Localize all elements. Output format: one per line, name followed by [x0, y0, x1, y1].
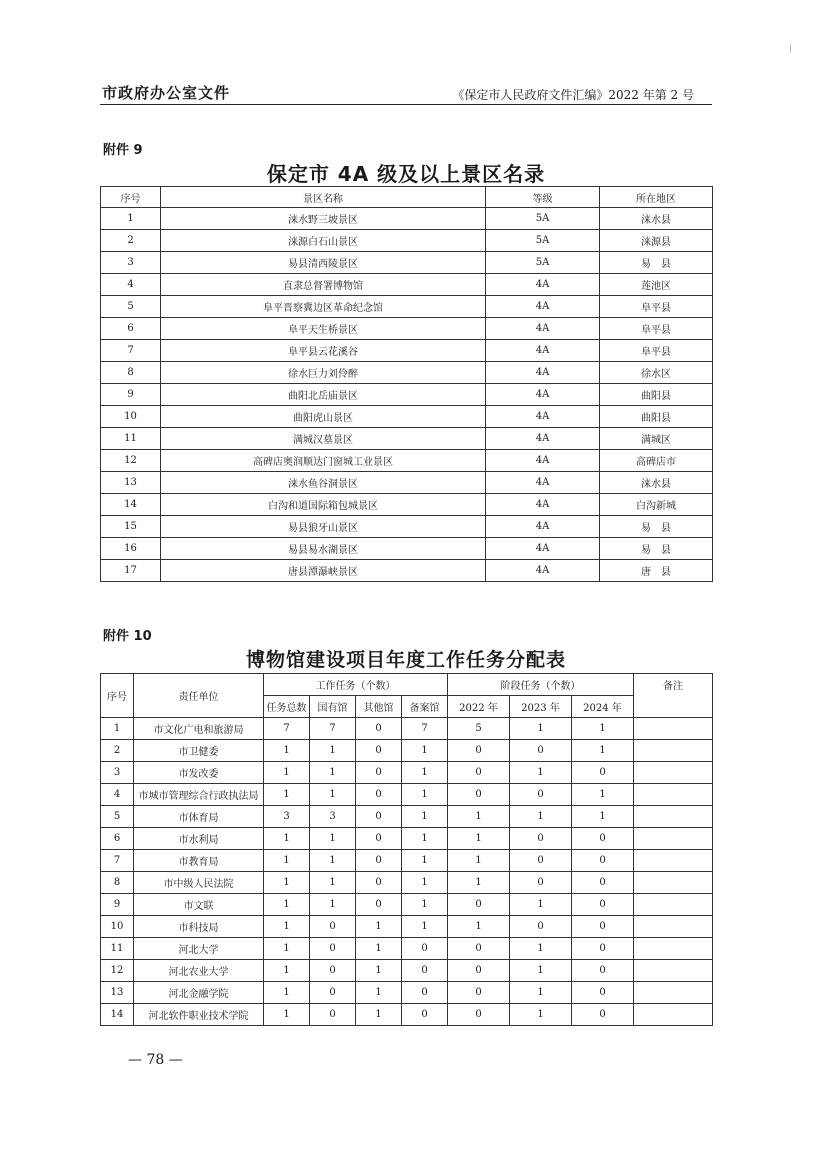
table-cell: 满城汉墓景区: [161, 428, 486, 450]
table-cell: 1: [264, 916, 310, 938]
table-cell: 曲阳北岳庙景区: [161, 384, 486, 406]
table-cell: 易 县: [600, 252, 713, 274]
table-row: [101, 894, 713, 916]
table-cell: 4A: [486, 406, 600, 428]
table-cell: 阜平县云花溪谷: [161, 340, 486, 362]
table-row: [101, 806, 713, 828]
table-cell: 10: [101, 406, 161, 428]
table-cell: 9: [101, 384, 161, 406]
table-cell: 7: [101, 340, 161, 362]
table-cell: 1: [510, 894, 572, 916]
table-cell: 市中级人民法院: [134, 872, 264, 894]
table-cell: 11: [101, 938, 134, 960]
table-cell: 4A: [486, 296, 600, 318]
header-cell: 2024 年: [572, 696, 634, 718]
table-cell: 1: [356, 982, 402, 1004]
table-row: [101, 560, 713, 582]
table-cell: 0: [448, 982, 510, 1004]
table-cell: 0: [572, 762, 634, 784]
table-cell: 7: [402, 718, 448, 740]
table-cell: 莲池区: [600, 274, 713, 296]
table-cell: 0: [572, 828, 634, 850]
table-row: [101, 296, 713, 318]
table-cell: 1: [310, 740, 356, 762]
table-cell: 0: [356, 762, 402, 784]
table-cell: 阜平县: [600, 340, 713, 362]
table-cell: 0: [510, 784, 572, 806]
table-row: [101, 982, 713, 1004]
table-cell: 4A: [486, 472, 600, 494]
table-cell: 1: [448, 850, 510, 872]
table-cell: 1: [264, 872, 310, 894]
table-cell: 0: [356, 740, 402, 762]
table-cell: 8: [101, 872, 134, 894]
table-cell: 0: [356, 806, 402, 828]
table-cell: 0: [310, 1004, 356, 1026]
table-cell: [634, 850, 713, 872]
table-cell: 涞源县: [600, 230, 713, 252]
table-row: [101, 740, 713, 762]
table-cell: 3: [310, 806, 356, 828]
table-cell: 涞水鱼谷洞景区: [161, 472, 486, 494]
table-cell: 阜平晋察冀边区革命纪念馆: [161, 296, 486, 318]
table-cell: 1: [402, 916, 448, 938]
table-cell: 1: [310, 850, 356, 872]
table-cell: 1: [448, 872, 510, 894]
table-row: [101, 384, 713, 406]
header-cell: 所在地区: [600, 187, 713, 208]
table-cell: 阜平县: [600, 296, 713, 318]
table-cell: [634, 872, 713, 894]
table-cell: 0: [572, 982, 634, 1004]
table-cell: 河北金融学院: [134, 982, 264, 1004]
table-header-row: [101, 674, 713, 696]
table-cell: 1: [310, 762, 356, 784]
table-row: [101, 784, 713, 806]
table-cell: 唐县潭瀑峡景区: [161, 560, 486, 582]
table-cell: 5A: [486, 230, 600, 252]
table-cell: 1: [264, 894, 310, 916]
table-cell: 1: [402, 806, 448, 828]
table-cell: 市科技局: [134, 916, 264, 938]
table-cell: 0: [448, 784, 510, 806]
table-cell: 0: [572, 916, 634, 938]
scenic-areas-table: [100, 186, 713, 582]
table-cell: 易 县: [600, 516, 713, 538]
table-cell: 9: [101, 894, 134, 916]
table-cell: 0: [356, 718, 402, 740]
museum-tasks-table: [100, 673, 713, 1026]
table-cell: [634, 718, 713, 740]
table-cell: [634, 828, 713, 850]
table-header-row: [101, 187, 713, 208]
table-cell: [634, 1004, 713, 1026]
header-cell: 备案馆: [402, 696, 448, 718]
table-cell: 1: [310, 872, 356, 894]
page-number: — 78 —: [128, 1052, 183, 1068]
table-cell: 市体育局: [134, 806, 264, 828]
table-row: [101, 916, 713, 938]
table-cell: 0: [310, 982, 356, 1004]
table-cell: 0: [572, 894, 634, 916]
table-cell: 1: [264, 938, 310, 960]
table-cell: 0: [356, 872, 402, 894]
table-cell: 2: [101, 740, 134, 762]
table-cell: [634, 982, 713, 1004]
table-cell: 1: [402, 784, 448, 806]
table-cell: 1: [264, 784, 310, 806]
table-row: [101, 494, 713, 516]
attachment-9-label: 附件 9: [103, 143, 143, 158]
table-cell: 河北大学: [134, 938, 264, 960]
table-cell: 白沟新城: [600, 494, 713, 516]
table-cell: 满城区: [600, 428, 713, 450]
table-cell: [634, 806, 713, 828]
table-cell: 易 县: [600, 538, 713, 560]
table-cell: 1: [402, 894, 448, 916]
table-cell: 1: [510, 982, 572, 1004]
table-cell: 0: [448, 1004, 510, 1026]
table-cell: 涞水县: [600, 208, 713, 230]
table-cell: 14: [101, 1004, 134, 1026]
table-cell: 1: [356, 1004, 402, 1026]
header-cell: 备注: [634, 674, 713, 718]
table-cell: 4A: [486, 384, 600, 406]
header-cell: 工作任务（个数）: [264, 674, 448, 696]
table-row: [101, 472, 713, 494]
table-cell: 7: [264, 718, 310, 740]
header-cell: 2023 年: [510, 696, 572, 718]
table-cell: 0: [356, 784, 402, 806]
table-cell: [634, 762, 713, 784]
table-cell: 7: [101, 850, 134, 872]
table-cell: 涞水野三坡景区: [161, 208, 486, 230]
table-cell: 1: [510, 806, 572, 828]
header-cell: 2022 年: [448, 696, 510, 718]
table-cell: 0: [448, 740, 510, 762]
table-cell: 5: [448, 718, 510, 740]
table-cell: 1: [510, 1004, 572, 1026]
header-cell: 责任单位: [134, 674, 264, 718]
table-cell: 1: [572, 806, 634, 828]
table-cell: 0: [310, 916, 356, 938]
table-cell: 4: [101, 274, 161, 296]
table-cell: 1: [356, 938, 402, 960]
table-row: [101, 208, 713, 230]
table-cell: 3: [264, 806, 310, 828]
table-cell: 唐 县: [600, 560, 713, 582]
table-cell: 0: [356, 828, 402, 850]
table-cell: 0: [402, 1004, 448, 1026]
header-cell: 国有馆: [310, 696, 356, 718]
table-cell: 易县清西陵景区: [161, 252, 486, 274]
attachment-9-title: 保定市 4A 级及以上景区名录: [266, 162, 546, 186]
table-cell: 1: [310, 894, 356, 916]
table-cell: 17: [101, 560, 161, 582]
table-cell: 1: [310, 784, 356, 806]
table-row: [101, 318, 713, 340]
table-cell: 阜平天生桥景区: [161, 318, 486, 340]
table-cell: 1: [510, 718, 572, 740]
table-cell: 1: [264, 982, 310, 1004]
table-cell: 1: [264, 828, 310, 850]
table-cell: 市文化广电和旅游局: [134, 718, 264, 740]
table-cell: 0: [572, 1004, 634, 1026]
table-cell: 11: [101, 428, 161, 450]
table-cell: 7: [310, 718, 356, 740]
table-cell: 市水利局: [134, 828, 264, 850]
header-divider: [100, 104, 712, 105]
table-cell: 1: [264, 740, 310, 762]
table-cell: 0: [510, 828, 572, 850]
table-cell: 0: [402, 960, 448, 982]
table-cell: 0: [448, 762, 510, 784]
table-cell: 0: [402, 982, 448, 1004]
table-cell: 1: [101, 208, 161, 230]
table-cell: 0: [402, 938, 448, 960]
table-cell: 市教育局: [134, 850, 264, 872]
table-cell: 5: [101, 296, 161, 318]
table-cell: 4A: [486, 494, 600, 516]
table-cell: 1: [572, 784, 634, 806]
table-cell: 1: [402, 850, 448, 872]
table-cell: 高碑店奥润顺达门窗城工业景区: [161, 450, 486, 472]
table-cell: [634, 960, 713, 982]
table-row: [101, 850, 713, 872]
table-cell: 0: [310, 938, 356, 960]
table-cell: 1: [402, 828, 448, 850]
table-cell: 12: [101, 450, 161, 472]
table-cell: 0: [356, 894, 402, 916]
table-cell: 0: [356, 850, 402, 872]
table-cell: 1: [264, 850, 310, 872]
table-row: [101, 1004, 713, 1026]
table-cell: 0: [448, 938, 510, 960]
table-cell: [634, 894, 713, 916]
table-cell: 3: [101, 252, 161, 274]
table-cell: 市文联: [134, 894, 264, 916]
table-cell: 4: [101, 784, 134, 806]
table-row: [101, 450, 713, 472]
table-cell: 1: [264, 960, 310, 982]
table-row: [101, 938, 713, 960]
scan-edge-mark: [790, 44, 791, 53]
table-cell: 0: [510, 850, 572, 872]
table-cell: 1: [310, 828, 356, 850]
header-right-title: 《保定市人民政府文件汇编》2022 年第 2 号: [452, 88, 694, 102]
table-row: [101, 252, 713, 274]
table-cell: 1: [101, 718, 134, 740]
table-cell: 1: [510, 960, 572, 982]
table-cell: 4A: [486, 362, 600, 384]
table-cell: 15: [101, 516, 161, 538]
table-row: [101, 538, 713, 560]
table-cell: 1: [448, 828, 510, 850]
table-cell: 直隶总督署博物馆: [161, 274, 486, 296]
attachment-10-label: 附件 10: [103, 629, 152, 644]
header-left-title: 市政府办公室文件: [102, 84, 231, 102]
table-row: [101, 762, 713, 784]
header-cell: 阶段任务（个数）: [448, 674, 634, 696]
table-cell: [634, 916, 713, 938]
table-cell: 0: [572, 872, 634, 894]
table-cell: 5: [101, 806, 134, 828]
attachment-10-title: 博物馆建设项目年度工作任务分配表: [245, 649, 566, 671]
table-row: [101, 516, 713, 538]
table-cell: 0: [572, 960, 634, 982]
table-cell: 1: [510, 762, 572, 784]
table-cell: 6: [101, 828, 134, 850]
table-cell: 阜平县: [600, 318, 713, 340]
table-cell: 曲阳虎山景区: [161, 406, 486, 428]
table-cell: 市发改委: [134, 762, 264, 784]
table-row: [101, 718, 713, 740]
table-cell: [634, 784, 713, 806]
table-cell: 4A: [486, 538, 600, 560]
table-row: [101, 960, 713, 982]
table-cell: 高碑店市: [600, 450, 713, 472]
table-cell: 0: [510, 872, 572, 894]
table-cell: 1: [356, 916, 402, 938]
table-cell: 0: [572, 850, 634, 872]
table-cell: 13: [101, 472, 161, 494]
table-cell: 曲阳县: [600, 406, 713, 428]
table-cell: 1: [402, 740, 448, 762]
table-cell: 易县易水湖景区: [161, 538, 486, 560]
table-cell: 3: [101, 762, 134, 784]
header-cell: 等级: [486, 187, 600, 208]
table-cell: 8: [101, 362, 161, 384]
header-cell: 景区名称: [161, 187, 486, 208]
table-row: [101, 872, 713, 894]
table-cell: 4A: [486, 274, 600, 296]
table-cell: 2: [101, 230, 161, 252]
table-row: [101, 828, 713, 850]
table-cell: 河北软件职业技术学院: [134, 1004, 264, 1026]
table-cell: 市卫健委: [134, 740, 264, 762]
table-cell: 曲阳县: [600, 384, 713, 406]
table-cell: 1: [264, 762, 310, 784]
table-cell: 16: [101, 538, 161, 560]
table-row: [101, 340, 713, 362]
table-cell: 0: [448, 894, 510, 916]
table-cell: 0: [510, 916, 572, 938]
table-cell: 易县狼牙山景区: [161, 516, 486, 538]
header-cell: 其他馆: [356, 696, 402, 718]
table-cell: 0: [572, 938, 634, 960]
table-cell: 0: [510, 740, 572, 762]
table-cell: 市城市管理综合行政执法局: [134, 784, 264, 806]
table-cell: 涞源白石山景区: [161, 230, 486, 252]
table-cell: 1: [572, 740, 634, 762]
table-cell: 1: [572, 718, 634, 740]
table-cell: 1: [356, 960, 402, 982]
table-cell: 1: [448, 916, 510, 938]
table-cell: 0: [310, 960, 356, 982]
table-cell: 10: [101, 916, 134, 938]
table-cell: 5A: [486, 252, 600, 274]
header-cell: 任务总数: [264, 696, 310, 718]
table-cell: 0: [448, 960, 510, 982]
table-cell: 白沟和道国际箱包城景区: [161, 494, 486, 516]
table-row: [101, 230, 713, 252]
table-cell: 6: [101, 318, 161, 340]
table-cell: 1: [402, 762, 448, 784]
table-row: [101, 428, 713, 450]
table-cell: 涞水县: [600, 472, 713, 494]
header-cell: 序号: [101, 187, 161, 208]
table-cell: 4A: [486, 450, 600, 472]
header-cell: 序号: [101, 674, 134, 718]
table-row: [101, 274, 713, 296]
table-cell: 4A: [486, 340, 600, 362]
table-cell: 河北农业大学: [134, 960, 264, 982]
table-cell: 4A: [486, 516, 600, 538]
table-cell: 14: [101, 494, 161, 516]
table-cell: 徐水区: [600, 362, 713, 384]
table-cell: 1: [402, 872, 448, 894]
table-cell: 1: [448, 806, 510, 828]
table-cell: 13: [101, 982, 134, 1004]
table-cell: 1: [264, 1004, 310, 1026]
table-cell: 4A: [486, 560, 600, 582]
table-cell: 12: [101, 960, 134, 982]
table-row: [101, 362, 713, 384]
table-row: [101, 406, 713, 428]
table-cell: [634, 938, 713, 960]
table-cell: 5A: [486, 208, 600, 230]
table-cell: 1: [510, 938, 572, 960]
table-cell: 徐水巨力刘伶醉: [161, 362, 486, 384]
table-cell: 4A: [486, 318, 600, 340]
table-cell: [634, 740, 713, 762]
table-cell: 4A: [486, 428, 600, 450]
